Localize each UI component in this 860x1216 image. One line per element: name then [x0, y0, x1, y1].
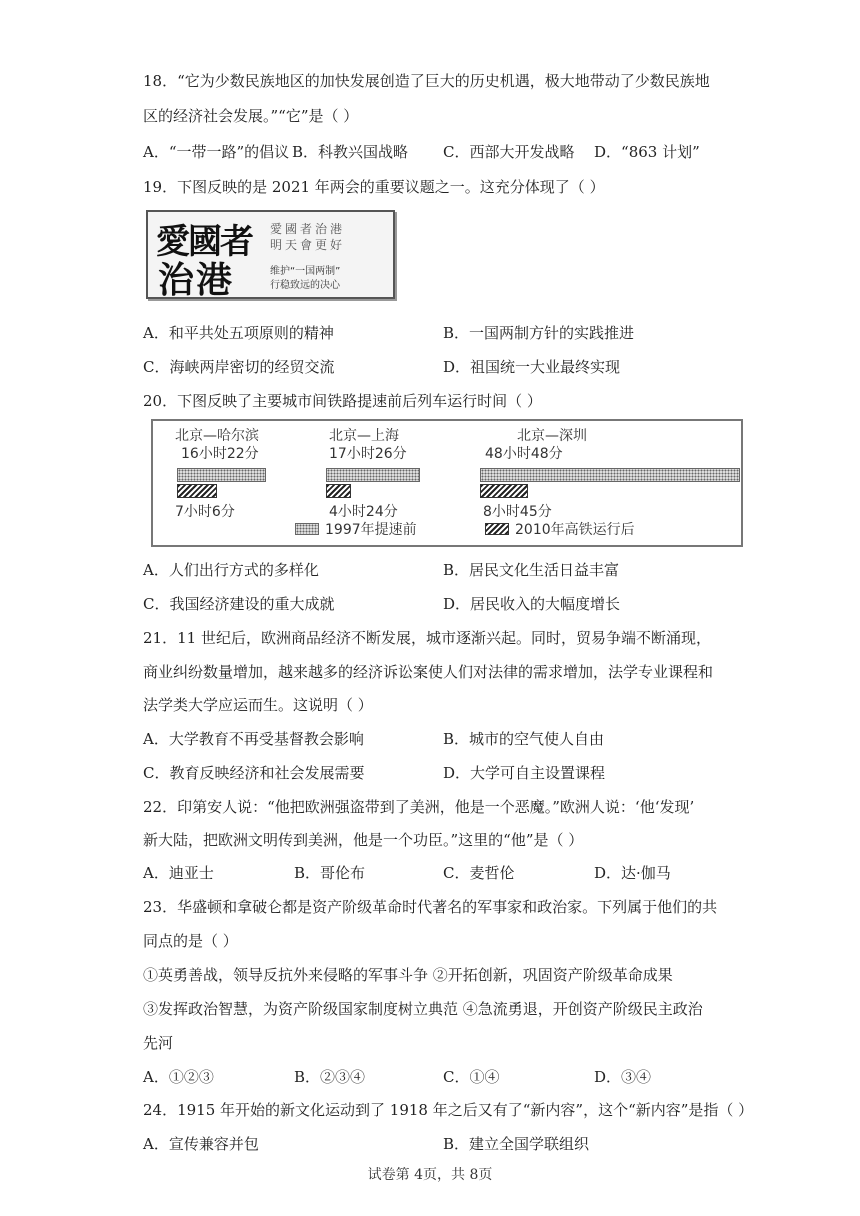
q19-option-b: B．一国两制方针的实践推进 [443, 324, 635, 342]
chart-after-label-2: 8小时45分 [483, 504, 552, 520]
patriots-govern-hk-poster-image [146, 210, 395, 299]
chart-bar-before-1 [326, 468, 420, 482]
poster-small-text-1: 愛國者治港 [270, 222, 346, 236]
chart-category-label-2: 北京—深圳 [517, 428, 587, 444]
poster-calligraphy-bottom: 治港 [158, 259, 235, 301]
q22-option-d: D．达·伽马 [594, 864, 671, 882]
q21-stem-line2: 商业纠纷数量增加，越来越多的经济诉讼案使人们对法律的需求增加，法学专业课程和 [143, 663, 714, 681]
q23-stem-line1: 23．华盛顿和拿破仑都是资产阶级革命时代著名的军事家和政治家。下列属于他们的共 [143, 898, 718, 916]
q18-option-d: D．“863 计划” [594, 143, 700, 161]
chart-legend-label-before: 1997年提速前 [325, 522, 417, 538]
poster-small-text-4: 行稳致远的决心 [270, 280, 340, 291]
q20-option-b: B．居民文化生活日益丰富 [443, 561, 620, 579]
q23-option-a: A．①②③ [143, 1068, 214, 1086]
chart-before-label-0: 16小时22分 [181, 446, 259, 462]
q23-stem-line3: ①英勇善战，领导反抗外来侵略的军事斗争 ②开拓创新，巩固资产阶级革命成果 [143, 966, 673, 984]
q24-option-a: A．宣传兼容并包 [143, 1135, 259, 1153]
q22-option-a: A．迪亚士 [143, 864, 214, 882]
q18-option-b: B．科教兴国战略 [292, 143, 409, 161]
q18-option-a: A．“一带一路”的倡议 [143, 143, 290, 161]
q22-stem-line1: 22．印第安人说：“他把欧洲强盗带到了美洲，他是一个恶魔。”欧洲人说：‘他‘发现’ [143, 798, 695, 816]
q20-option-c: C．我国经济建设的重大成就 [143, 595, 335, 613]
chart-after-label-1: 4小时24分 [329, 504, 398, 520]
chart-bar-before-2 [480, 468, 740, 482]
q19-option-a: A．和平共处五项原则的精神 [143, 324, 334, 342]
chart-legend-swatch-after [485, 523, 509, 535]
chart-category-label-0: 北京—哈尔滨 [175, 428, 259, 444]
q18-stem-line2: 区的经济社会发展。”“它”是（ ） [143, 107, 359, 125]
q22-option-c: C．麦哲伦 [443, 864, 515, 882]
poster-small-text-2: 明天會更好 [270, 238, 346, 252]
chart-after-label-0: 7小时6分 [175, 504, 235, 520]
q23-stem-line2: 同点的是（ ） [143, 932, 238, 950]
q23-option-c: C．①④ [443, 1068, 500, 1086]
q21-stem-line3: 法学类大学应运而生。这说明（ ） [143, 696, 373, 714]
q20-stem-line1: 20．下图反映了主要城市间铁路提速前后列车运行时间（ ） [143, 392, 542, 410]
chart-bar-before-0 [177, 468, 266, 482]
chart-before-label-1: 17小时26分 [329, 446, 407, 462]
chart-category-label-1: 北京—上海 [329, 428, 399, 444]
q19-stem-line1: 19．下图反映的是 2021 年两会的重要议题之一。这充分体现了（ ） [143, 178, 605, 196]
chart-before-label-2: 48小时48分 [485, 446, 563, 462]
chart-bar-after-0 [177, 484, 217, 498]
chart-legend-swatch-before [295, 523, 319, 535]
q19-option-d: D．祖国统一大业最终实现 [443, 358, 621, 376]
railway-speed-chart [151, 419, 743, 547]
q19-option-c: C．海峡两岸密切的经贸交流 [143, 358, 335, 376]
q23-stem-line5: 先河 [143, 1034, 174, 1052]
q23-option-d: D．③④ [594, 1068, 652, 1086]
chart-bar-after-1 [326, 484, 351, 498]
q23-stem-line4: ③发挥政治智慧，为资产阶级国家制度树立典范 ④急流勇退，开创资产阶级民主政治 [143, 1000, 703, 1018]
page-footer: 试卷第 4页，共 8页 [367, 1167, 493, 1183]
q21-option-a: A．大学教育不再受基督教会影响 [143, 730, 364, 748]
q24-stem-line1: 24．1915 年开始的新文化运动到了 1918 年之后又有了“新内容”，这个“新内容”是指（ ） [143, 1101, 754, 1119]
q23-option-b: B．②③④ [294, 1068, 366, 1086]
q20-option-a: A．人们出行方式的多样化 [143, 561, 319, 579]
q21-option-d: D．大学可自主设置课程 [443, 764, 606, 782]
q18-stem-line1: 18．“它为少数民族地区的加快发展创造了巨大的历史机遇，极大地带动了少数民族地 [143, 72, 710, 90]
q22-stem-line2: 新大陆，把欧洲文明传到美洲，他是一个功臣。”这里的“他”是（ ） [143, 831, 584, 849]
q20-option-d: D．居民收入的大幅度增长 [443, 595, 621, 613]
chart-legend-label-after: 2010年高铁运行后 [515, 522, 635, 538]
poster-calligraphy-top: 愛國者 [156, 222, 252, 262]
q21-stem-line1: 21．11 世纪后，欧洲商品经济不断发展，城市逐渐兴起。同时，贸易争端不断涌现， [143, 629, 711, 647]
q21-option-b: B．城市的空气使人自由 [443, 730, 605, 748]
poster-small-text-3: 维护“一国两制” [270, 266, 341, 277]
q24-option-b: B．建立全国学联组织 [443, 1135, 590, 1153]
q21-option-c: C．教育反映经济和社会发展需要 [143, 764, 365, 782]
q18-option-c: C．西部大开发战略 [443, 143, 575, 161]
chart-bar-after-2 [480, 484, 528, 498]
q22-option-b: B．哥伦布 [294, 864, 366, 882]
